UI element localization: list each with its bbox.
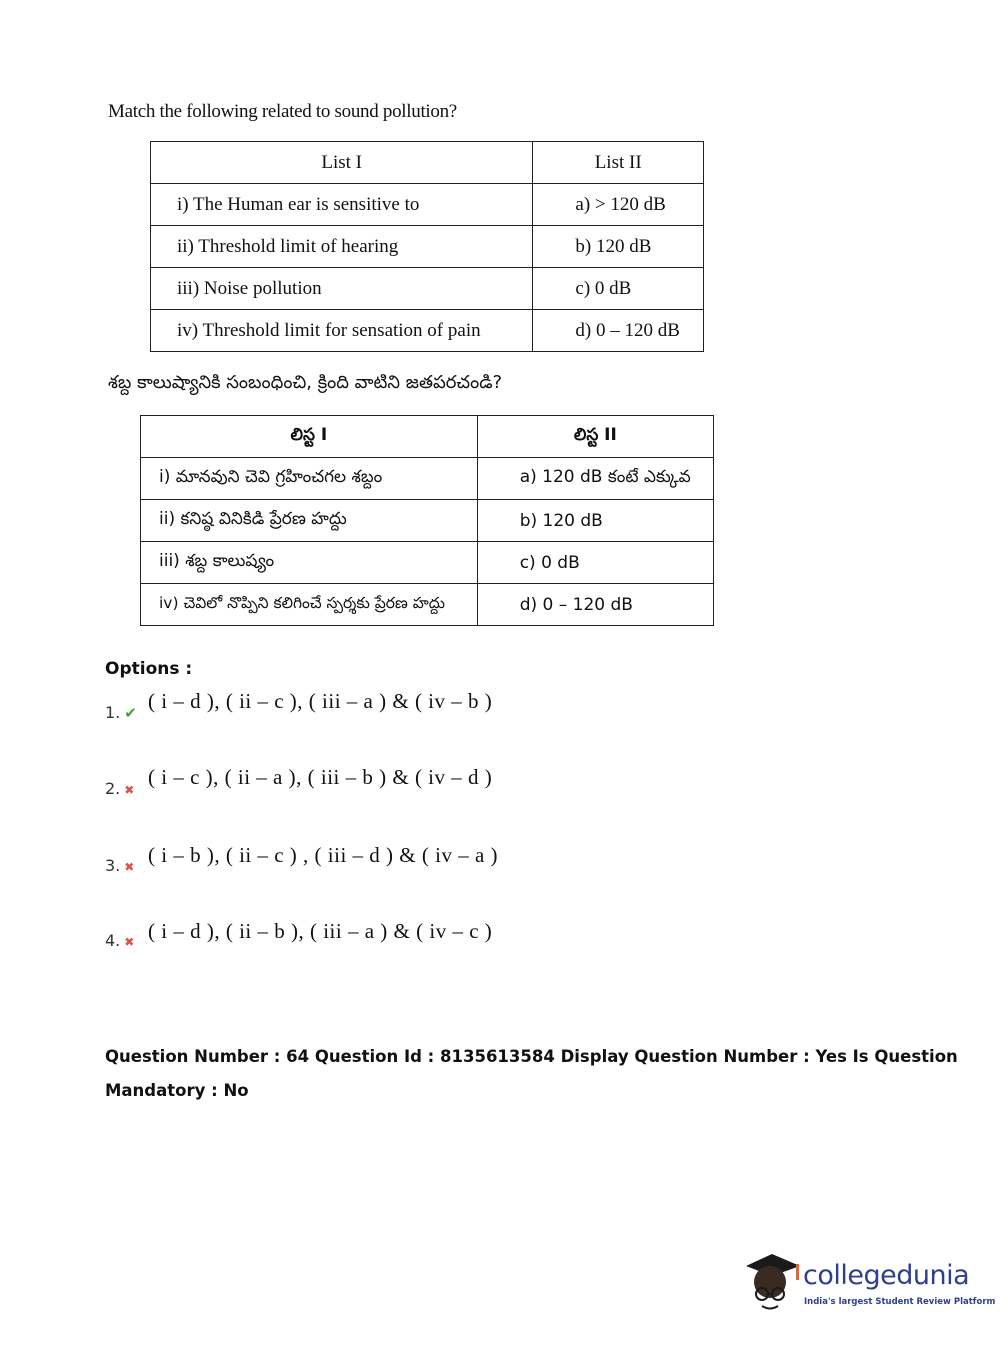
table-header-list-2: List II — [533, 142, 704, 184]
wrong-cross-icon: ✖ — [124, 860, 135, 874]
table-cell-right: d) 0 – 120 dB — [477, 584, 713, 626]
option-1-text: ( i – d ), ( ii – c ), ( iii – a ) & ( iv – b ) — [148, 689, 493, 713]
table-cell-left: i) మానవుని చెవి గ్రహించగల శబ్దం — [141, 458, 478, 500]
table-cell-right: b) 120 dB — [533, 226, 704, 268]
option-number: 1. — [105, 703, 121, 722]
option-number: 4. — [105, 931, 121, 950]
mascot-icon — [746, 1254, 800, 1309]
option-2[interactable] — [105, 779, 134, 799]
correct-check-icon: ✔ — [124, 704, 137, 722]
table-cell-right: d) 0 – 120 dB — [533, 310, 704, 352]
wrong-cross-icon: ✖ — [124, 935, 135, 949]
match-table-english — [150, 141, 704, 352]
table-cell-left: ii) Threshold limit of hearing — [151, 226, 533, 268]
question-meta-line-2: Mandatory : No — [105, 1081, 249, 1100]
table-cell-right: c) 0 dB — [533, 268, 704, 310]
table-row — [141, 500, 714, 542]
table-row — [151, 268, 704, 310]
option-3[interactable] — [105, 856, 134, 876]
table-row — [151, 184, 704, 226]
table-cell-right: a) > 120 dB — [533, 184, 704, 226]
question-prompt-telugu: శబ్ద కాలుష్యానికి సంబంధించి, క్రింది వాటిని జతపరచండి? — [108, 372, 503, 393]
table-cell-right: b) 120 dB — [477, 500, 713, 542]
table-cell-left: i) The Human ear is sensitive to — [151, 184, 533, 226]
option-number: 3. — [105, 856, 121, 875]
table-cell-left: iv) Threshold limit for sensation of pain — [151, 310, 533, 352]
table-row — [151, 226, 704, 268]
table-row — [141, 542, 714, 584]
table-cell-left: iii) శబ్ద కాలుష్యం — [141, 542, 478, 584]
question-meta-line-1: Question Number : 64 Question Id : 8135613584 Display Question Number : Yes Is Question — [105, 1047, 958, 1066]
table-cell-right: a) 120 dB కంటే ఎక్కువ — [477, 458, 713, 500]
option-4[interactable] — [105, 931, 134, 951]
option-4-text: ( i – d ), ( ii – b ), ( iii – a ) & ( iv – c ) — [148, 919, 493, 943]
table-header-list-2: లిస్ట II — [477, 416, 713, 458]
question-prompt-english: Match the following related to sound pollution? — [108, 101, 457, 122]
table-cell-right: c) 0 dB — [477, 542, 713, 584]
option-1[interactable] — [105, 703, 137, 723]
table-header-list-1: లిస్ట I — [141, 416, 478, 458]
table-row — [141, 458, 714, 500]
table-cell-left: iv) చెవిలో నొప్పిని కలిగించే స్పర్శకు ప్రేరణ హద్దు — [141, 584, 478, 626]
logo-tagline: India's largest Student Review Platform — [804, 1297, 996, 1307]
match-table-telugu — [140, 415, 714, 626]
table-row — [151, 310, 704, 352]
table-cell-left: ii) కనిష్ఠ వినికిడి ప్రేరణ హద్దు — [141, 500, 478, 542]
option-number: 2. — [105, 779, 121, 798]
table-header-list-1: List I — [151, 142, 533, 184]
logo-brand-text: collegedunia — [803, 1260, 970, 1291]
table-row — [141, 584, 714, 626]
wrong-cross-icon: ✖ — [124, 783, 135, 797]
options-heading: Options : — [105, 659, 193, 679]
table-cell-left: iii) Noise pollution — [151, 268, 533, 310]
option-3-text: ( i – b ), ( ii – c ) , ( iii – d ) & ( iv – a ) — [148, 843, 499, 867]
option-2-text: ( i – c ), ( ii – a ), ( iii – b ) & ( iv – d ) — [148, 765, 493, 789]
